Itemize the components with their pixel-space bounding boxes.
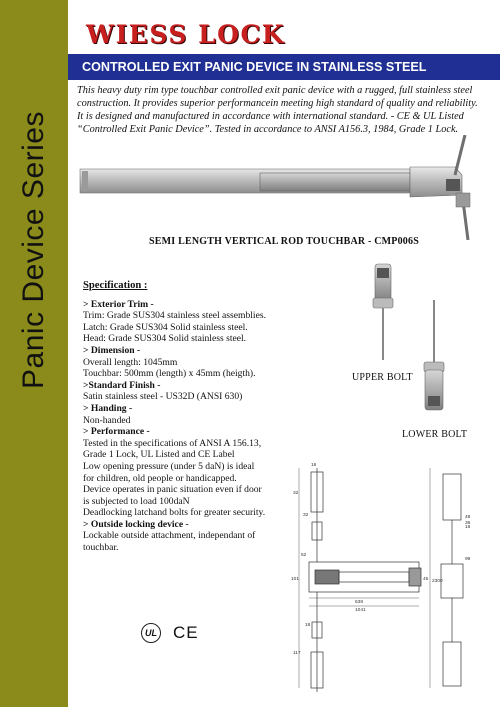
technical-drawing <box>285 462 490 694</box>
dimension-label: 52 <box>301 553 307 558</box>
spec-line: for children, old people or handicapped. <box>83 472 237 484</box>
intro-line: It is designed and manufactured in accordance with international standard. - CE & UL Listed <box>77 111 464 122</box>
product-caption: SEMI LENGTH VERTICAL ROD TOUCHBAR - CMP006S <box>149 236 419 247</box>
dimension-label: 18 <box>305 623 311 628</box>
spec-heading: Specification : <box>83 280 148 291</box>
spec-line: Touchbar: 500mm (length) x 45mm (heigth). <box>83 368 256 380</box>
spec-line: Non-handed <box>83 414 131 426</box>
upper-bolt-label: UPPER BOLT <box>352 372 413 383</box>
dimension-label: 16 <box>465 525 471 530</box>
spec-line: Trim: Grade SUS304 stainless steel assemblies. <box>83 310 266 322</box>
spec-section-heading: > Exterior Trim - <box>83 298 154 310</box>
spec-line: Lockable outside attachment, independant of <box>83 530 256 542</box>
spec-line: Latch: Grade SUS304 Solid stainless steel. <box>83 321 248 333</box>
spec-line: Satin stainless steel - US32D (ANSI 630) <box>83 391 243 403</box>
dimension-label: 45 <box>423 577 429 582</box>
ce-mark-icon: CE <box>173 623 199 642</box>
spec-section-heading: > Dimension - <box>83 344 141 356</box>
brand-logo: WIESS LOCK <box>86 20 286 49</box>
spec-line: is subjected to load 100daN <box>83 495 190 507</box>
spec-line: Device operates in panic situation even if door <box>83 484 262 496</box>
dimension-label: 36 <box>465 521 471 526</box>
spec-section-heading: > Handing - <box>83 402 133 414</box>
dimension-label: 1041 <box>355 608 366 613</box>
spec-line: Tested in the specifications of ANSI A 156.13, <box>83 437 262 449</box>
lower-bolt-image <box>415 300 453 415</box>
spec-line: Grade 1 Lock, UL Listed and CE Label <box>83 449 235 461</box>
spec-lines <box>83 299 298 554</box>
certification-marks <box>141 623 199 643</box>
intro-line: “Controlled Exit Panic Device”. Tested in accordance to ANSI A156.3, 1984, Grade 1 Lock. <box>77 124 459 135</box>
intro-line: This heavy duty rim type touchbar controlled exit panic device with a rugged, full stainless steel <box>77 85 473 96</box>
spec-line: touchbar. <box>83 542 119 554</box>
dimension-label: 2300 <box>432 579 443 584</box>
spec-section-heading: > Performance - <box>83 426 150 438</box>
spec-line: Head: Grade SUS304 Solid stainless steel. <box>83 333 247 345</box>
spec-line: Low opening pressure (under 5 daN) is ideal <box>83 460 255 472</box>
intro-paragraph <box>77 84 493 136</box>
intro-line: construction. It provides superior performancein meeting high standard of quality and reliability. <box>77 98 478 109</box>
dimension-label: 99 <box>465 557 471 562</box>
dimension-label: 638 <box>355 600 364 605</box>
spec-line: Deadlocking latchand bolts for greater security. <box>83 507 266 519</box>
dimension-label: 101 <box>291 577 300 582</box>
spec-line: Overall length: 1045mm <box>83 356 178 368</box>
dimension-label: 32 <box>293 491 299 496</box>
dimension-label: 32 <box>303 513 309 518</box>
lower-bolt-label: LOWER BOLT <box>402 429 468 440</box>
spec-section-heading: >Standard Finish - <box>83 379 161 391</box>
spec-section-heading: > Outside locking device - <box>83 518 189 530</box>
dimension-label: 16 <box>311 463 317 468</box>
dimension-label: 48 <box>465 515 471 520</box>
series-title: Panic Device Series <box>17 111 50 389</box>
upper-bolt-image <box>365 262 401 360</box>
title-banner: CONTROLLED EXIT PANIC DEVICE IN STAINLESS STEEL <box>68 54 500 80</box>
sidebar <box>0 0 68 707</box>
ul-listed-icon: UL <box>141 623 161 643</box>
dimension-label: 117 <box>293 651 301 656</box>
specification-section <box>83 280 298 554</box>
touchbar-product-image <box>70 135 495 240</box>
